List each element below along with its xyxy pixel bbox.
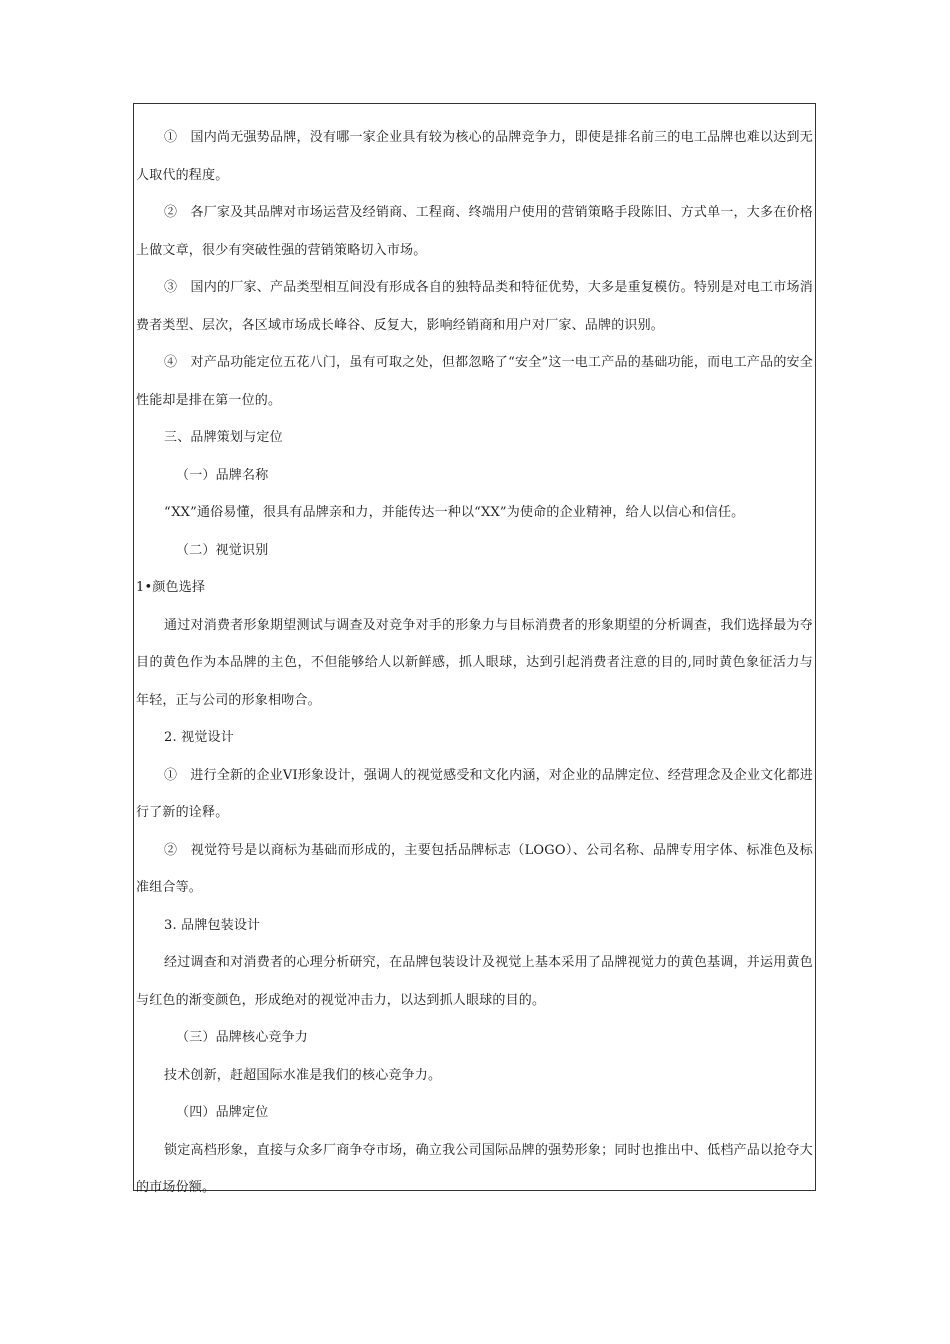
- subheading-visual-identity: （二）视觉识别: [176, 542, 269, 558]
- paragraph-core-competitiveness: 技术创新，赶超国际水准是我们的核心竞争力。: [164, 1067, 442, 1083]
- item-heading-packaging: 3. 品牌包装设计: [164, 917, 261, 933]
- subheading-brand-name: （一）品牌名称: [176, 467, 269, 483]
- paragraph-brand-positioning: 锁定高档形象，直接与众多厂商争夺市场，确立我公司国际品牌的强势形象；同时也推出中、低档产品以抢夺大的市场份额。: [136, 1142, 813, 1195]
- paragraph-vi-design: ① 进行全新的企业VI形象设计，强调人的视觉感受和文化内涵，对企业的品牌定位、经营理念及企业文化都进行了新的诠释。: [136, 767, 813, 820]
- item-heading-visual-design: 2. 视觉设计: [164, 730, 234, 745]
- paragraph-brand-name: “XX”通俗易懂，很具有品牌亲和力，并能传达一种以“XX”为使命的企业精神，给人以信心和信任。: [164, 505, 745, 520]
- subheading-core-competitiveness: （三）品牌核心竞争力: [176, 1030, 309, 1045]
- paragraph-packaging: 经过调查和对消费者的心理分析研究，在品牌包装设计及视觉上基本采用了品牌视觉力的黄色基调，并运用黄色与红色的渐变颜色，形成绝对的视觉冲击力，以达到抓人眼球的目的。: [136, 955, 813, 1008]
- section-heading-brand-planning: 三、品牌策划与定位: [164, 430, 283, 445]
- item-heading-color-choice: 1•颜色选择: [136, 580, 206, 595]
- paragraph-weak-brands: ① 国内尚无强势品牌，没有哪一家企业具有较为核心的品牌竞争力，即使是排名前三的电工品牌也难以达到无人取代的程度。: [136, 130, 813, 183]
- document-frame: [133, 103, 816, 1195]
- paragraph-visual-symbols: ② 视觉符号是以商标为基础而形成的，主要包括品牌标志（LOGO）、公司名称、品牌专用字体、标准色及标准组合等。: [136, 842, 813, 895]
- paragraph-imitation: ③ 国内的厂家、产品类型相互间没有形成各自的独特品类和特征优势，大多是重复模仿。特别是对电工市场消费者类型、层次，各区域市场成长峰谷、反复大，影响经销商和用户对厂家、品牌的识别。: [136, 280, 813, 333]
- paragraph-outdated-marketing: ② 各厂家及其品牌对市场运营及经销商、工程商、终端用户使用的营销策略手段陈旧、方式单一，大多在价格上做文章，很少有突破性强的营销策略切入市场。: [136, 205, 813, 258]
- paragraph-color-choice: 通过对消费者形象期望测试与调查及对竞争对手的形象力与目标消费者的形象期望的分析调查，我们选择最为夺目的黄色作为本品牌的主色，不但能够给人以新鲜感，抓人眼球，达到引起消费者注意的目的,同时黄色象征活力与年轻，正与公司的形象相吻合。: [136, 617, 813, 708]
- subheading-brand-positioning: （四）品牌定位: [176, 1105, 269, 1120]
- paragraph-safety-positioning: ④ 对产品功能定位五花八门，虽有可取之处，但都忽略了“安全”这一电工产品的基础功能，而电工产品的安全性能却是排在第一位的。: [136, 355, 813, 408]
